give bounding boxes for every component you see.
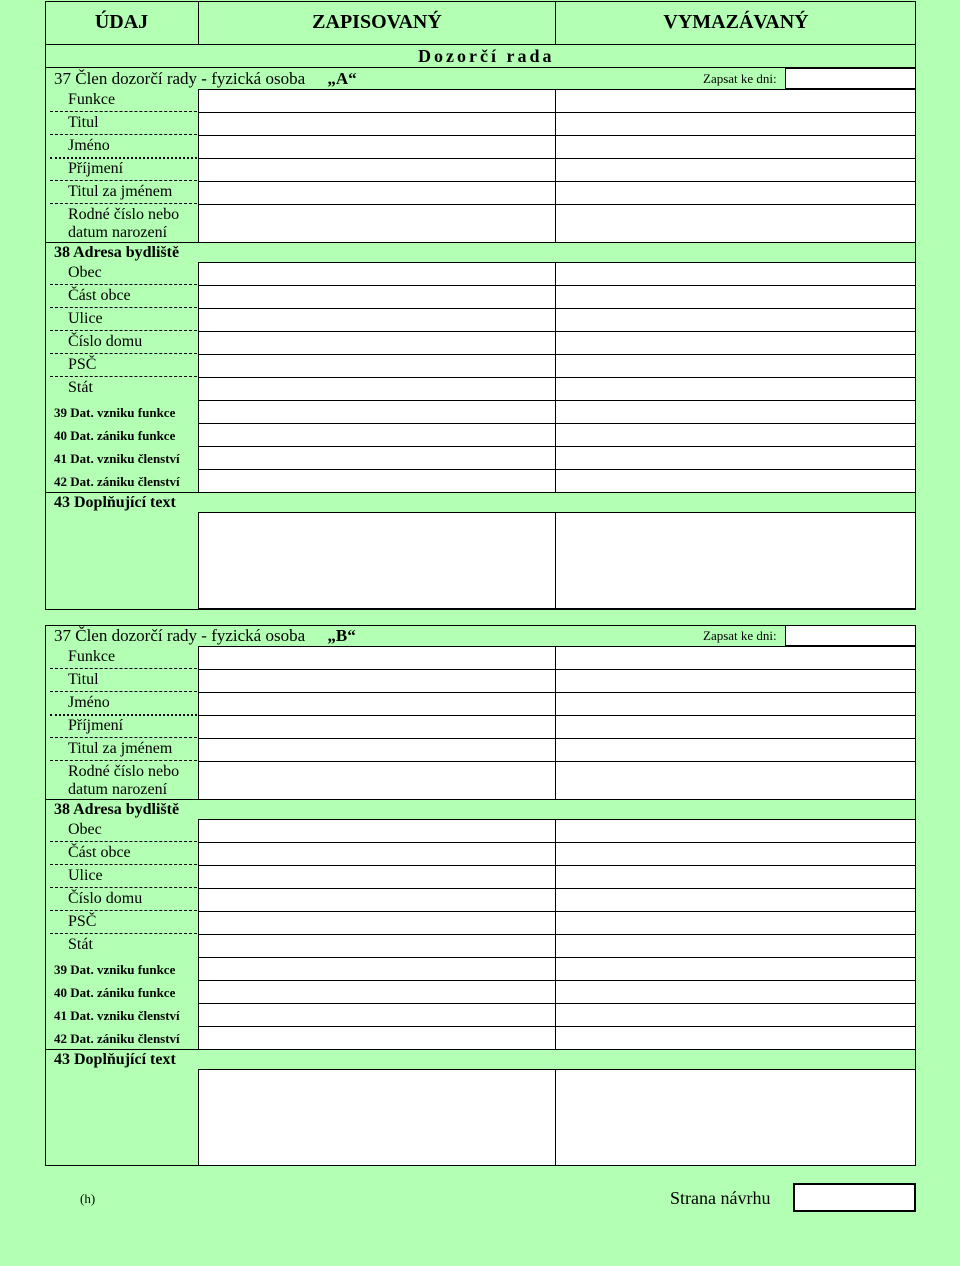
block-a-vymazavany-ulice-field[interactable] [555,308,916,332]
block-a-label-adresa: 38 Adresa bydliště [54,244,180,261]
block-a-zapisovany-cislo-domu-field[interactable] [198,331,556,355]
block-b-zapisovany-titul-field[interactable] [198,669,556,693]
block-b-label-psc: PSČ [68,913,97,930]
block-a-zapisovany-prijmeni-field[interactable] [198,158,556,182]
block-a-label-f42: 42 Dat. zániku členství [54,474,180,489]
block-a-zapsat-label: Zapsat ke dni: [703,71,777,86]
block-b-vymazavany-cislo-domu-field[interactable] [555,888,916,912]
block-a-dash-ulice [50,330,197,331]
block-a-title [54,69,357,89]
block-a-label-obec: Obec [68,264,102,281]
block-b-vymazavany-obec-field[interactable] [555,819,916,843]
block-b-zapisovany-cast-obce-field[interactable] [198,842,556,866]
block-b-zapisovany-titul-za-field[interactable] [198,738,556,762]
block-b-label-rc-line2: datum narození [68,781,168,798]
block-a-vymazavany-stat-field[interactable] [555,377,916,401]
block-a-zapsat-field[interactable] [785,68,916,89]
block-b-zapisovany-ulice-field[interactable] [198,865,556,889]
block-a-zapisovany-f42-field[interactable] [198,469,556,493]
block-b-label-f41: 41 Dat. vzniku členství [54,1008,180,1023]
block-b-vymazavany-funkce-field[interactable] [555,646,916,670]
block-b-vymazavany-rc-field[interactable] [555,761,916,800]
block-a-dash-cast-obce [50,307,197,308]
block-a-zapisovany-stat-field[interactable] [198,377,556,401]
block-b-label-jmeno: Jméno [68,694,110,711]
block-a-vymazavany-obec-field[interactable] [555,262,916,286]
block-b-zapisovany-stat-field[interactable] [198,934,556,958]
block-a-dash-funkce [50,111,197,112]
block-b-label-obec: Obec [68,821,102,838]
block-b-divider-f43 [45,1049,916,1050]
header-row [45,1,916,45]
block-b-dash-cislo-domu [50,910,197,911]
block-b-title-text: 37 Člen dozorčí rady - fyzická osoba [54,626,306,645]
block-a-vymazavany-psc-field[interactable] [555,354,916,378]
block-a-vymazavany-f40-field[interactable] [555,423,916,447]
block-b-zapisovany-prijmeni-field[interactable] [198,715,556,739]
block-b-zapisovany-funkce-field[interactable] [198,646,556,670]
block-b-vymazavany-doplnujici-text-area[interactable] [555,1069,916,1166]
header-udaj: ÚDAJ [45,1,199,44]
block-b-dash-prijmeni [50,737,197,738]
block-a-label-stat: Stát [68,379,93,396]
block-b-zapisovany-cislo-domu-field[interactable] [198,888,556,912]
block-b-divider-adresa [45,799,916,800]
block-b-label-f39: 39 Dat. vzniku funkce [54,962,176,977]
section-title: Dozorčí rada [418,46,555,66]
strana-label: Strana návrhu [670,1188,771,1208]
block-b-zapisovany-obec-field[interactable] [198,819,556,843]
block-b-label-prijmeni: Příjmení [68,717,124,734]
block-b-dash-obec [50,841,197,842]
block-a-label-jmeno: Jméno [68,137,110,154]
block-a-vymazavany-f41-field[interactable] [555,446,916,470]
block-a-zapisovany-rc-field[interactable] [198,204,556,243]
block-a-dash-psc [50,376,197,377]
block-b-vymazavany-titul-field[interactable] [555,669,916,693]
block-a-title-text: 37 Člen dozorčí rady - fyzická osoba [54,69,306,88]
block-a-dash-titul-za [50,203,197,204]
block-b-zapsat-label: Zapsat ke dni: [703,628,777,643]
block-b-zapisovany-psc-field[interactable] [198,911,556,935]
block-b-zapisovany-rc-field[interactable] [198,761,556,800]
block-a-zapisovany-ulice-field[interactable] [198,308,556,332]
block-a-zapisovany-cast-obce-field[interactable] [198,285,556,309]
block-b-label-funkce: Funkce [68,648,116,665]
block-a-zapisovany-doplnujici-text-area[interactable] [198,512,556,609]
block-a-dash-obec [50,284,197,285]
block-a-dash-cislo-domu [50,353,197,354]
block-b-vymazavany-f39-field[interactable] [555,957,916,981]
block-a-vymazavany-titul-field[interactable] [555,112,916,136]
block-b-dash-ulice [50,887,197,888]
block-b-vymazavany-f42-field[interactable] [555,1026,916,1050]
block-a-label-f43: 43 Doplňující text [54,494,176,511]
block-b-letter: „B“ [327,626,356,645]
block-b-vymazavany-f40-field[interactable] [555,980,916,1004]
block-a-vymazavany-cislo-domu-field[interactable] [555,331,916,355]
block-b-dash-funkce [50,668,197,669]
footer-marker: (h) [80,1191,96,1206]
block-a-dash-titul [50,134,197,135]
block-b-vymazavany-f41-field[interactable] [555,1003,916,1027]
block-a-label-titul-za: Titul za jménem [68,183,173,200]
block-a-zapisovany-psc-field[interactable] [198,354,556,378]
block-a-vymazavany-doplnujici-text-area[interactable] [555,512,916,609]
block-a-label-rc-line1: Rodné číslo nebo [68,206,180,223]
block-b-label-adresa: 38 Adresa bydliště [54,801,180,818]
block-a-label-psc: PSČ [68,356,97,373]
block-b-zapsat-field[interactable] [785,625,916,646]
block-b-label-f43: 43 Doplňující text [54,1051,176,1068]
block-a-label-f39: 39 Dat. vzniku funkce [54,405,176,420]
block-b-label-titul-za: Titul za jménem [68,740,173,757]
block-a-zapisovany-f40-field[interactable] [198,423,556,447]
block-a-zapisovany-f41-field[interactable] [198,446,556,470]
block-a-zapisovany-jmeno-field[interactable] [198,135,556,159]
block-a-divider-adresa [45,242,916,243]
block-a-vymazavany-funkce-field[interactable] [555,89,916,113]
block-a-label-funkce: Funkce [68,91,116,108]
block-a-label-titul: Titul [68,114,99,131]
block-a-divider-f43 [45,492,916,493]
block-a-label-rc-line2: datum narození [68,224,168,241]
block-a-vymazavany-f42-field[interactable] [555,469,916,493]
block-b-vymazavany-stat-field[interactable] [555,934,916,958]
block-b-vymazavany-titul-za-field[interactable] [555,738,916,762]
header-vymazavany: VYMAZÁVANÝ [663,11,809,33]
block-b-label-cislo-domu: Číslo domu [68,890,143,907]
strana-field[interactable] [793,1183,916,1212]
block-a-vymazavany-f39-field[interactable] [555,400,916,424]
block-a-label-prijmeni: Příjmení [68,160,124,177]
block-a-vymazavany-jmeno-field[interactable] [555,135,916,159]
block-b-zapisovany-f42-field[interactable] [198,1026,556,1050]
block-b-dash-titul-za [50,760,197,761]
block-b-label-stat: Stát [68,936,93,953]
block-a-vymazavany-rc-field[interactable] [555,204,916,243]
block-b-label-ulice: Ulice [68,867,103,884]
block-b-zapisovany-jmeno-field[interactable] [198,692,556,716]
block-b-vymazavany-jmeno-field[interactable] [555,692,916,716]
block-b-vymazavany-cast-obce-field[interactable] [555,842,916,866]
block-b-zapisovany-f41-field[interactable] [198,1003,556,1027]
block-b-label-f42: 42 Dat. zániku členství [54,1031,180,1046]
block-b-zapisovany-f39-field[interactable] [198,957,556,981]
block-b-vymazavany-psc-field[interactable] [555,911,916,935]
block-a-zapisovany-f39-field[interactable] [198,400,556,424]
block-a-label-cast-obce: Část obce [68,287,131,304]
block-a-vymazavany-cast-obce-field[interactable] [555,285,916,309]
block-a-letter: „A“ [327,69,357,88]
block-a-zapisovany-funkce-field[interactable] [198,89,556,113]
block-a-label-ulice: Ulice [68,310,103,327]
block-b-zapisovany-f40-field[interactable] [198,980,556,1004]
block-b-vymazavany-ulice-field[interactable] [555,865,916,889]
block-a-label-cislo-domu: Číslo domu [68,333,143,350]
block-a-dash-jmeno [50,157,197,159]
block-a-zapisovany-obec-field[interactable] [198,262,556,286]
block-a-dash-prijmeni [50,180,197,181]
block-a-zapisovany-titul-za-field[interactable] [198,181,556,205]
block-b-label-titul: Titul [68,671,99,688]
block-b-dash-psc [50,933,197,934]
block-a-vymazavany-prijmeni-field[interactable] [555,158,916,182]
block-a-vymazavany-titul-za-field[interactable] [555,181,916,205]
header-zapisovany: ZAPISOVANÝ [199,1,556,44]
block-a-label-f41: 41 Dat. vzniku členství [54,451,180,466]
block-b-zapisovany-doplnujici-text-area[interactable] [198,1069,556,1166]
block-b-vymazavany-prijmeni-field[interactable] [555,715,916,739]
block-b-label-cast-obce: Část obce [68,844,131,861]
block-b-label-rc-line1: Rodné číslo nebo [68,763,180,780]
block-b-dash-jmeno [50,714,197,716]
block-b-dash-titul [50,691,197,692]
block-a-label-f40: 40 Dat. zániku funkce [54,428,176,443]
block-b-title [54,626,356,646]
block-a-zapisovany-titul-field[interactable] [198,112,556,136]
block-b-label-f40: 40 Dat. zániku funkce [54,985,176,1000]
block-b-dash-cast-obce [50,864,197,865]
